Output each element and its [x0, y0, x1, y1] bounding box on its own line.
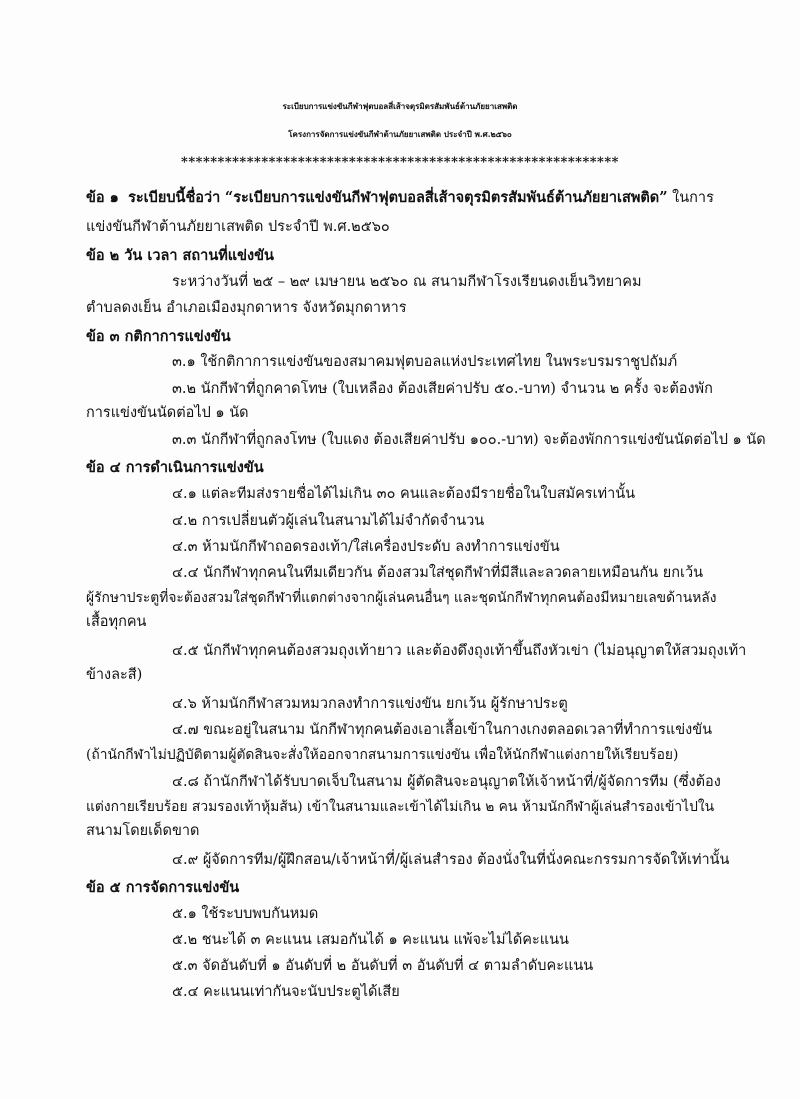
section-1-quote: “ระเบียบการแข่งขันกีฬาฟุตบอลสี่เส้าจตุรมิตรสัมพันธ์ต้านภัยยาเสพติด” [224, 189, 668, 206]
section-4-heading: ข้อ ๔ การดำเนินการแข่งขัน [86, 459, 264, 476]
document-title-line-1: ระเบียบการแข่งขันกีฬาฟุตบอลสี่เส้าจตุรมิตรสัมพันธ์ต้านภัยยาเสพติด [282, 101, 518, 111]
section-4-item-6: ๔.๖ ห้ามนักกีฬาสวมหมวกลงทำการแข่งขัน ยกเว้น ผู้รักษาประตู [172, 696, 568, 712]
section-2-line-1: ระหว่างวันที่ ๒๕ – ๒๙ เมษายน ๒๕๖๐ ณ สนามกีฬาโรงเรียนดงเย็นวิทยาคม [172, 274, 642, 290]
section-3-item-2-cont: การแข่งขันนัดต่อไป ๑ นัด [86, 405, 249, 421]
section-3-item-2: ๓.๒ นักกีฬาที่ถูกคาดโทษ (ใบเหลือง ต้องเสียค่าปรับ ๕๐.-บาท) จำนวน ๒ ครั้ง จะต้องพัก [172, 381, 713, 397]
section-3-item-3: ๓.๓ นักกีฬาที่ถูกลงโทษ (ใบแดง ต้องเสียค่าปรับ ๑๐๐.-บาท) จะต้องพักการแข่งขันนัดต่อไป ๑ นัด [172, 432, 766, 448]
section-5-item-1: ๕.๑ ใช้ระบบพบกันหมด [172, 906, 319, 922]
section-3-item-1: ๓.๑ ใช้กติกาการแข่งขันของสมาคมฟุตบอลแห่งประเทศไทย ในพระบรมราชูปถัมภ์ [172, 354, 678, 370]
section-4-item-1: ๔.๑ แต่ละทีมส่งรายชื่อได้ไม่เกิน ๓๐ คนและต้องมีรายชื่อในใบสมัครเท่านั้น [172, 486, 636, 502]
section-4-item-8: ๔.๘ ถ้านักกีฬาได้รับบาดเจ็บในสนาม ผู้ตัดสินจะอนุญาตให้เจ้าหน้าที่/ผู้จัดการทีม (ซึ่งต้อง [172, 774, 721, 790]
section-4-item-5-cont: ข้างละสี) [86, 667, 143, 683]
document-title-line-2: โครงการจัดการแข่งขันกีฬาต้านภัยยาเสพติด ประจำปี พ.ศ.๒๕๖๐ [288, 129, 512, 139]
section-4-item-9: ๔.๙ ผู้จัดการทีม/ผู้ฝึกสอน/เจ้าหน้าที่/ผู้เล่นสำรอง ต้องนั่งในที่นั่งคณะกรรมการจัดให้เท่านั้น [172, 852, 730, 868]
section-4-item-5: ๔.๕ นักกีฬาทุกคนต้องสวมถุงเท้ายาว และต้องดึงถุงเท้าขึ้นถึงหัวเข่า (ไม่อนุญาตให้สวมถุงเท้า [172, 643, 747, 659]
section-4-item-8-cont-1: แต่งกายเรียบร้อย สวมรองเท้าหุ้มส้น) เข้าในสนามและเข้าได้ไม่เกิน ๒ คน ห้ามนักกีฬาผู้เล่นสำรองเข้าไปใน [86, 799, 715, 815]
section-3-heading: ข้อ ๓ กติกาการแข่งขัน [86, 328, 231, 345]
title-divider: ************************************************************ [181, 155, 619, 170]
section-4-item-2: ๔.๒ การเปลี่ยนตัวผู้เล่นในสนามได้ไม่จำกัดจำนวน [172, 513, 485, 529]
section-1-text-a: ระเบียบนี้ชื่อว่า [128, 189, 221, 206]
section-5-item-3: ๕.๓ จัดอันดับที่ ๑ อันดับที่ ๒ อันดับที่ ๓ อันดับที่ ๔ ตามลำดับคะแนน [172, 958, 594, 974]
section-5-item-4: ๕.๔ คะแนนเท่ากันจะนับประตูได้เสีย [172, 984, 400, 1000]
section-4-item-7-cont: (ถ้านักกีฬาไม่ปฏิบัติตามผู้ตัดสินจะสั่งให้ออกจากสนามการแข่งขัน เพื่อให้นักกีฬาแต่งกายให้เรียบร้อย) [86, 747, 679, 763]
section-2-heading: ข้อ ๒ วัน เวลา สถานที่แข่งขัน [86, 247, 274, 264]
section-4-item-4-cont-2: เสื้อทุกคน [86, 614, 147, 630]
section-1-heading: ข้อ ๑ [86, 189, 119, 206]
section-4-item-4-cont-1: ผู้รักษาประตูที่จะต้องสวมใส่ชุดกีฬาที่แตกต่างจากผู้เล่นคนอื่นๆ และชุดนักกีฬาทุกคนต้องมีหมายเลขด้านหลัง [86, 590, 717, 606]
section-5-heading: ข้อ ๕ การจัดการแข่งขัน [86, 879, 240, 896]
section-1-line-1 [86, 188, 714, 208]
section-5-item-2: ๕.๒ ชนะได้ ๓ คะแนน เสมอกันได้ ๑ คะแนน แพ้จะไม่ได้คะแนน [172, 932, 569, 948]
section-2-line-2: ตำบลดงเย็น อำเภอเมืองมุกดาหาร จังหวัดมุกดาหาร [86, 300, 407, 316]
section-4-item-4: ๔.๔ นักกีฬาทุกคนในทีมเดียวกัน ต้องสวมใส่ชุดกีฬาที่มีสีและลวดลายเหมือนกัน ยกเว้น [172, 565, 704, 581]
section-4-item-3: ๔.๓ ห้ามนักกีฬาถอดรองเท้า/ใส่เครื่องประดับ ลงทำการแข่งขัน [172, 539, 560, 555]
section-1-line-2: แข่งขันกีฬาต้านภัยยาเสพติด ประจำปี พ.ศ.๒๕๖๐ [86, 219, 390, 235]
section-1-text-b: ในการ [672, 190, 714, 206]
section-4-item-8-cont-2: สนามโดยเด็ดขาด [86, 823, 200, 839]
section-4-item-7: ๔.๗ ขณะอยู่ในสนาม นักกีฬาทุกคนต้องเอาเสื้อเข้าในกางเกงตลอดเวลาที่ทำการแข่งขัน [172, 722, 713, 738]
